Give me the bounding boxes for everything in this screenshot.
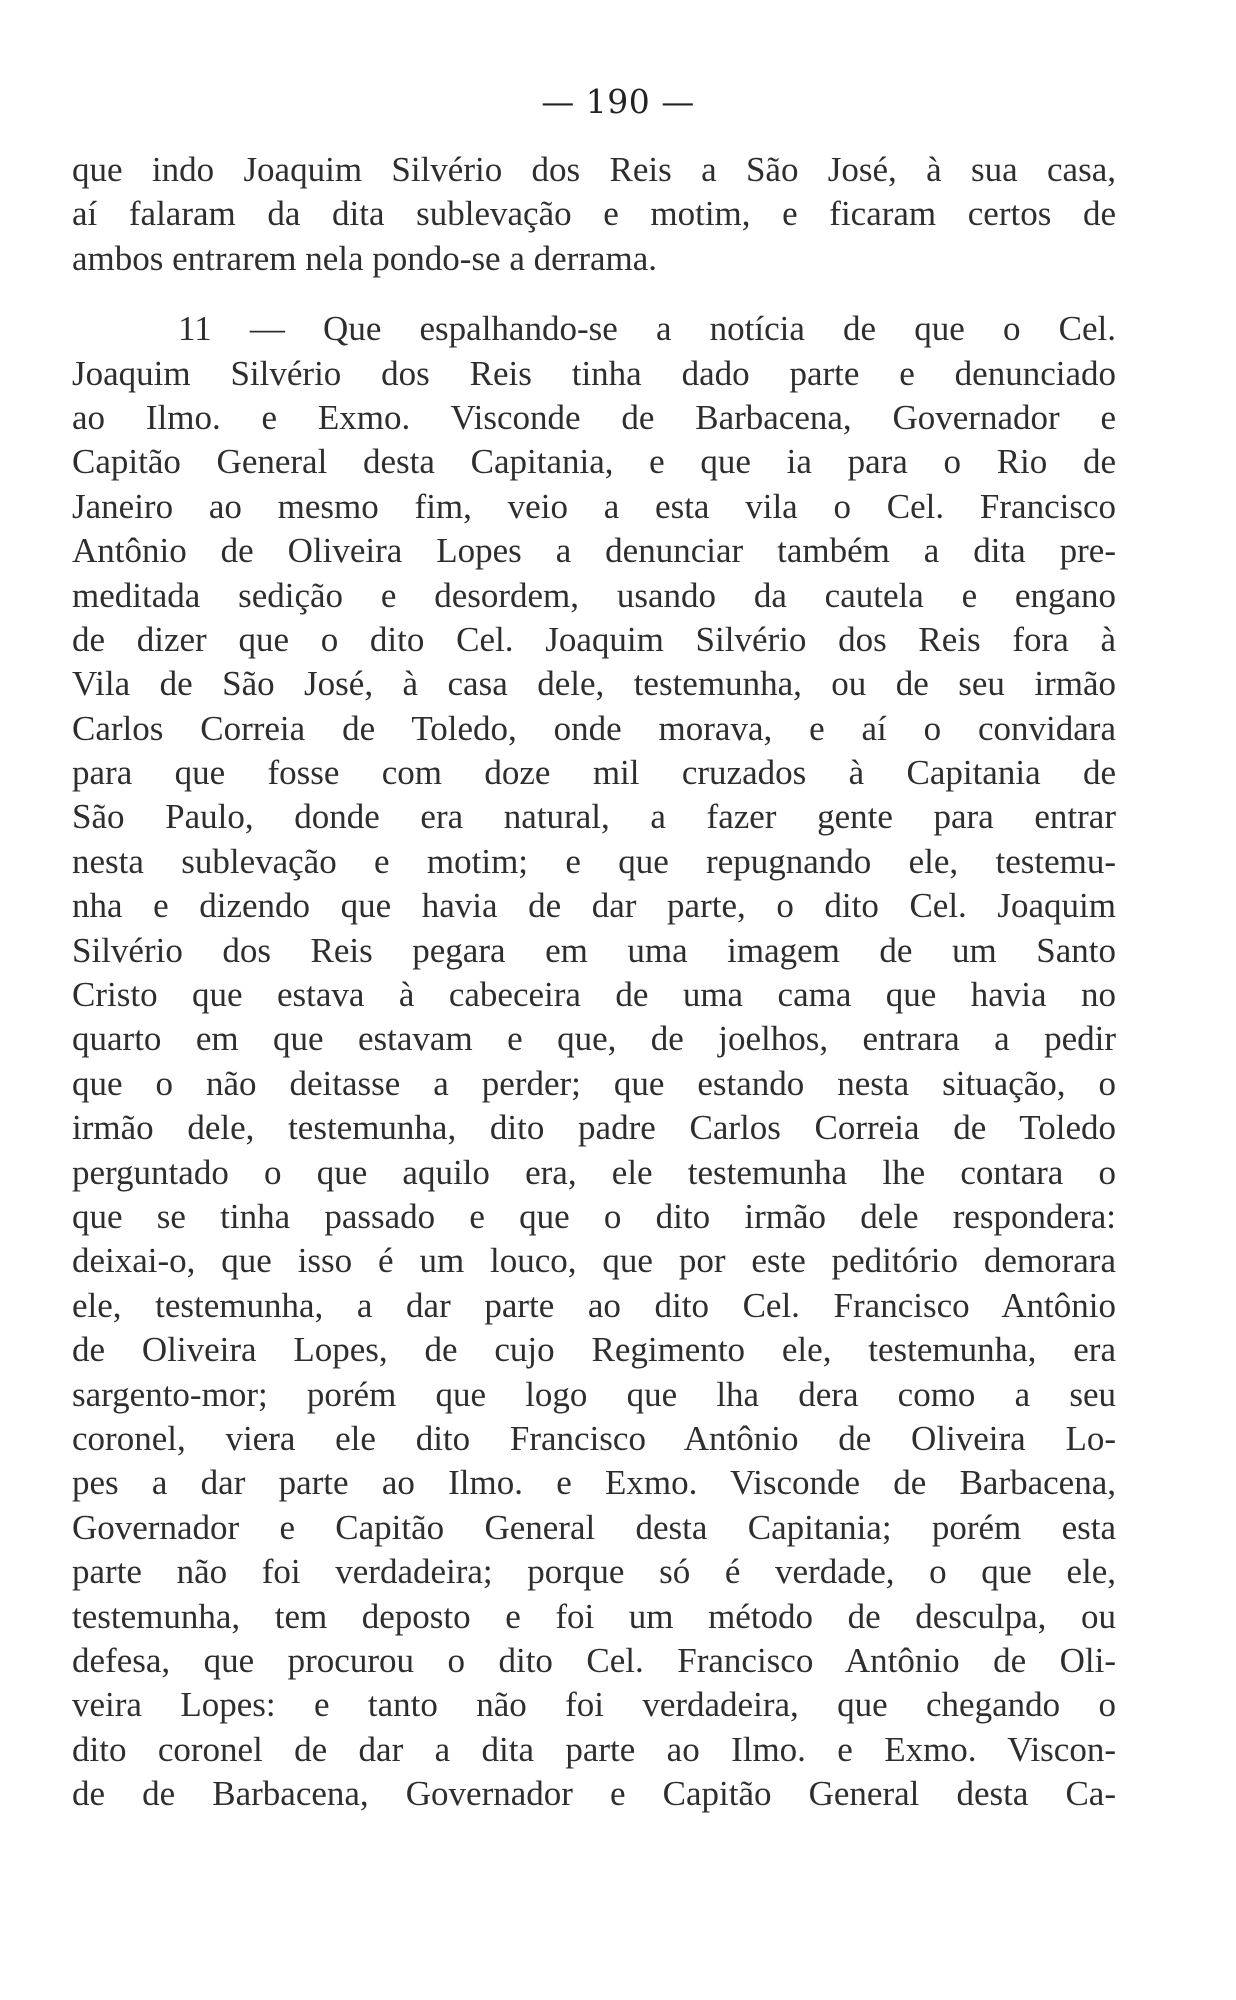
text-line: perguntado o que aquilo era, ele testemunha lhe contara o xyxy=(72,1152,1116,1192)
text-line: pes a dar parte ao Ilmo. e Exmo. Visconde de Barbacena, xyxy=(72,1463,1116,1503)
page-number: — 190 — xyxy=(541,82,695,121)
text-line: que se tinha passado e que o dito irmão dele respondera: xyxy=(72,1196,1116,1236)
text-line: de de Barbacena, Governador e Capitão General desta Ca- xyxy=(72,1774,1116,1814)
text-line: ambos entrarem nela pondo-se a derrama. xyxy=(72,238,658,278)
text-line: irmão dele, testemunha, dito padre Carlos Correia de Toledo xyxy=(72,1108,1116,1148)
text-line: veira Lopes: e tanto não foi verdadeira, que chegando o xyxy=(72,1685,1116,1725)
text-line: dito coronel de dar a dita parte ao Ilmo. e Exmo. Viscon- xyxy=(72,1729,1116,1769)
text-line: Janeiro ao mesmo fim, veio a esta vila o Cel. Francisco xyxy=(72,486,1116,526)
text-line: testemunha, tem deposto e foi um método de desculpa, ou xyxy=(72,1596,1116,1636)
paragraph-1 xyxy=(72,148,1116,281)
text-line: sargento-mor; porém que logo que lha dera como a seu xyxy=(72,1374,1116,1414)
body-text xyxy=(72,148,1116,1816)
paragraph-2 xyxy=(72,307,1116,1816)
text-line: coronel, viera ele dito Francisco Antônio de Oliveira Lo- xyxy=(72,1418,1116,1458)
text-line: para que fosse com doze mil cruzados à Capitania de xyxy=(72,753,1116,793)
text-line: 11 — Que espalhando-se a notícia de que o Cel. xyxy=(178,309,1116,349)
text-line: Cristo que estava à cabeceira de uma cama que havia no xyxy=(72,975,1116,1015)
text-line: nha e dizendo que havia de dar parte, o dito Cel. Joaquim xyxy=(72,886,1116,926)
text-line: defesa, que procurou o dito Cel. Francisco Antônio de Oli- xyxy=(72,1640,1116,1680)
text-line: que o não deitasse a perder; que estando nesta situação, o xyxy=(72,1063,1116,1103)
text-line: meditada sedição e desordem, usando da cautela e engano xyxy=(72,575,1116,615)
text-line: parte não foi verdadeira; porque só é verdade, o que ele, xyxy=(72,1552,1116,1592)
text-line: Silvério dos Reis pegara em uma imagem de um Santo xyxy=(72,930,1116,970)
text-line: ele, testemunha, a dar parte ao dito Cel. Francisco Antônio xyxy=(72,1285,1116,1325)
text-line: de Oliveira Lopes, de cujo Regimento ele, testemunha, era xyxy=(72,1330,1116,1370)
text-line: que indo Joaquim Silvério dos Reis a São José, à sua casa, xyxy=(72,150,1116,189)
text-line: Joaquim Silvério dos Reis tinha dado parte e denunciado xyxy=(72,353,1116,393)
text-line: Vila de São José, à casa dele, testemunha, ou de seu irmão xyxy=(72,664,1116,704)
paragraph-spacer xyxy=(72,281,1116,307)
text-line: de dizer que o dito Cel. Joaquim Silvério dos Reis fora à xyxy=(72,619,1116,659)
text-line: aí falaram da dita sublevação e motim, e ficaram certos de xyxy=(72,194,1116,234)
text-line: nesta sublevação e motim; e que repugnando ele, testemu- xyxy=(72,841,1116,881)
text-line: quarto em que estavam e que, de joelhos, entrara a pedir xyxy=(72,1019,1116,1059)
text-line: deixai-o, que isso é um louco, que por este peditório demorara xyxy=(72,1241,1116,1281)
text-line: Capitão General desta Capitania, e que ia para o Rio de xyxy=(72,442,1116,482)
text-line: Antônio de Oliveira Lopes a denunciar também a dita pre- xyxy=(72,531,1116,571)
text-line: Governador e Capitão General desta Capitania; porém esta xyxy=(72,1507,1116,1547)
text-line: Carlos Correia de Toledo, onde morava, e aí o convidara xyxy=(72,708,1116,748)
text-line: São Paulo, donde era natural, a fazer gente para entrar xyxy=(72,797,1116,837)
text-line: ao Ilmo. e Exmo. Visconde de Barbacena, Governador e xyxy=(72,397,1116,437)
